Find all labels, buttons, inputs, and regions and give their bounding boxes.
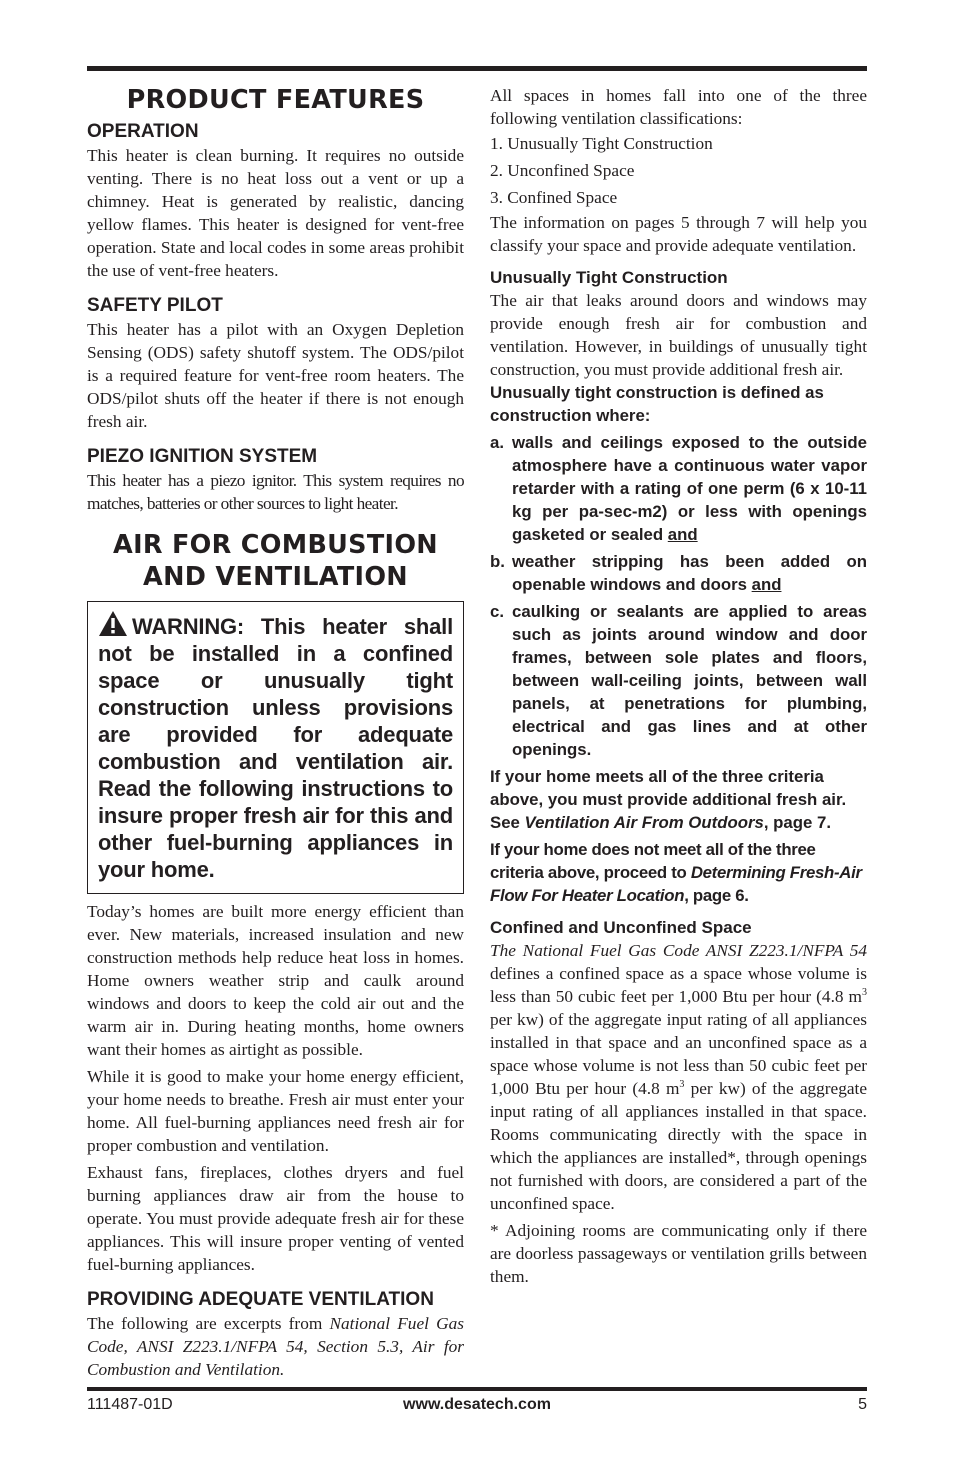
list-item: 1. Unusually Tight Construction (490, 134, 713, 153)
warning-paragraph (98, 610, 453, 883)
criterion-c-text: caulking or sealants are applied to areas such as joints around window and door frames, between sole plates and floors, between wall-ceiling joints, between wall panels, at penetrations for plumbing, electrical and gas lines and at other openings. (512, 602, 867, 759)
left-column (87, 84, 464, 1381)
superscript: 3 (862, 987, 867, 999)
pages-info-text: The information on pages 5 through 7 will help you classify your space and provide adequate ventilation. (490, 213, 867, 255)
criterion-b (490, 550, 867, 596)
confined-code-reference: The National Fuel Gas Code ANSI Z223.1/NFPA 54 (490, 941, 867, 960)
confined-space-text (490, 939, 867, 1215)
not-meet-criteria-text (490, 838, 867, 907)
air-combustion-title-line2: AND VENTILATION (143, 562, 408, 592)
piezo-text: This heater has a piezo ignitor. This system requires no matches, batteries or other sources to light heater. (87, 471, 464, 513)
tight-construction-definition: Unusually tight construction is defined as construction where: (490, 383, 824, 425)
criterion-c (490, 600, 867, 761)
air-combustion-title-line1: AIR FOR COMBUSTION (113, 530, 438, 560)
confined-text-3: per kw) of the aggregate input rating of all appliances installed in that space. Rooms communicating directly with the space in which the appliances are installed*, through openings not furnished with doors, are considered a part of the unconfined space. (490, 1079, 867, 1213)
criterion-b-label: b. (490, 552, 505, 571)
list-item: 2. Unconfined Space (490, 161, 635, 180)
top-rule (87, 66, 867, 71)
bottom-rule (87, 1387, 867, 1391)
energy-paragraph-2: While it is good to make your home energy efficient, your home needs to breathe. Fresh air must enter your home. All fuel-burning appliances need fresh air for proper combustion and ventilation. (87, 1067, 464, 1155)
meets-criteria-text (490, 765, 867, 834)
providing-ventilation-text (87, 1312, 464, 1381)
tight-construction-heading: Unusually Tight Construction (490, 268, 728, 287)
superscript: 3 (679, 1079, 685, 1091)
providing-ventilation-heading: PROVIDING ADEQUATE VENTILATION (87, 1289, 434, 1310)
safety-pilot-heading: SAFETY PILOT (87, 295, 223, 316)
classification-list (490, 130, 867, 211)
operation-text: This heater is clean burning. It requires no outside venting. There is no heat loss out a vent or up a chimney. Heat is generated by realistic, dancing yellow flames. This heater is designed for vent-free operation. State and local codes in some areas prohibit the use of vent-free heaters. (87, 146, 464, 280)
tight-construction-text: The air that leaks around doors and windows may provide enough fresh air for combustion and ventilation. However, in buildings of unusually tight construction, you must provide additional fresh air. (490, 291, 867, 379)
confined-text-2: per kw) of the aggregate input rating of all appliances installed in that space and an unconfined space as a space whose volume is not less than 50 cubic feet per 1,000 Btu per hour (4.8 m (490, 1010, 867, 1098)
warning-text: WARNING: This heater shall not be installed in a confined space or unusually tight construction unless provisions are provided for adequate combustion and ventilation air. Read the following instructions to insure proper fresh air for this and other fuel-burning appliances in your home. (98, 614, 453, 882)
document-number: 111487-01D (87, 1396, 173, 1413)
list-item: 3. Confined Space (490, 188, 618, 207)
page-number: 5 (858, 1396, 867, 1413)
not-meet-part1: If your home does not meet all of the three criteria above, proceed to (490, 840, 816, 882)
warning-box (87, 601, 464, 894)
energy-paragraph-1: Today’s homes are built more energy efficient than ever. New materials, increased insulation and new construction methods help reduce heat loss in homes. Home owners weather strip and caulk around windows and doors to keep the cold air out and the warm air in. During heating months, home owners want their homes as airtight as possible. (87, 902, 464, 1059)
criterion-a-and: and (667, 525, 698, 544)
providing-code-reference: National Fuel Gas Code, ANSI Z223.1/NFPA 54, Section 5.3, Air for Combustion and Ventilation. (87, 1314, 464, 1379)
confined-text-1: defines a confined space as a space whose volume is less than 50 cubic feet per 1,000 Btu per hour (4.8 m (490, 964, 867, 1006)
not-meet-part2: , page 6. (684, 886, 749, 905)
criterion-b-text: weather stripping has been added on openable windows and doors (512, 552, 867, 594)
confined-space-heading: Confined and Unconfined Space (490, 918, 752, 937)
right-column (490, 84, 867, 1288)
criterion-a-text: walls and ceilings exposed to the outside atmosphere have a continuous water vapor retarder with a rating of one perm (6 x 10-11 kg per pa-sec-m2) or less with openings gasketed or sealed (512, 433, 867, 544)
meets-criteria-reference: Ventilation Air From Outdoors (524, 813, 764, 832)
not-meet-reference: Determining Fresh-Air Flow For Heater Location (490, 863, 862, 905)
meets-criteria-part1: If your home meets all of the three criteria above, you must provide additional fresh air. See (490, 767, 847, 832)
criterion-c-label: c. (490, 602, 504, 621)
criterion-a (490, 431, 867, 546)
classification-intro: All spaces in homes fall into one of the three following ventilation classifications: (490, 86, 867, 128)
operation-heading: OPERATION (87, 121, 199, 142)
energy-paragraph-3: Exhaust fans, fireplaces, clothes dryers and fuel burning appliances draw air from the house to operate. You must provide adequate fresh air for these appliances. This will insure proper venting of vented fuel-burning appliances. (87, 1163, 464, 1274)
product-features-title: PRODUCT FEATURES (126, 85, 425, 115)
warning-triangle-icon (98, 610, 128, 637)
footnote-text: * Adjoining rooms are communicating only if there are doorless passageways or ventilation grills between them. (490, 1221, 867, 1286)
meets-criteria-part2: , page 7. (763, 813, 831, 832)
criterion-b-and: and (751, 575, 782, 594)
website-link[interactable]: www.desatech.com (403, 1396, 551, 1413)
providing-intro: The following are excerpts from (87, 1314, 330, 1333)
safety-pilot-text: This heater has a pilot with an Oxygen Depletion Sensing (ODS) safety shutoff system. The ODS/pilot is a required feature for vent-free room heaters. The ODS/pilot shuts off the heater if there is not enough fresh air. (87, 320, 464, 431)
criterion-a-label: a. (490, 433, 504, 452)
piezo-heading: PIEZO IGNITION SYSTEM (87, 446, 318, 467)
